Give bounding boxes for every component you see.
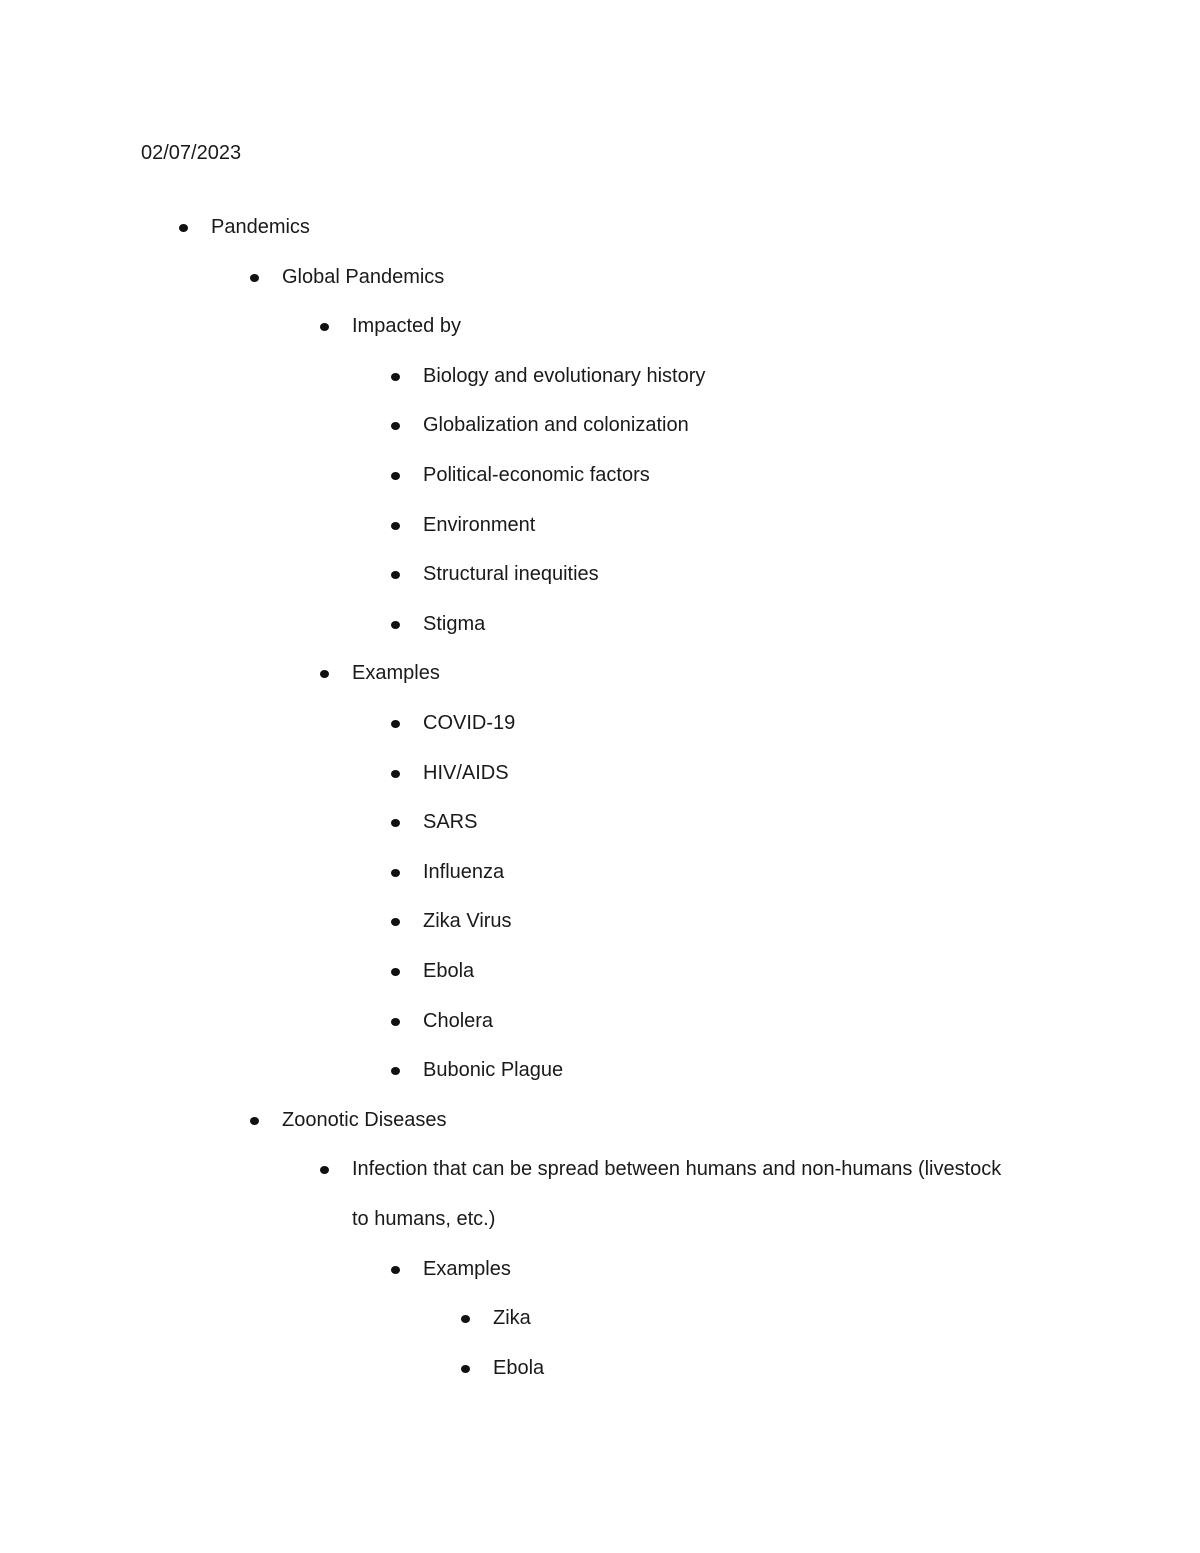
bullet-icon [320,323,329,331]
outline-item: Zoonotic Diseases [282,1108,447,1131]
outline-item: Pandemics [211,216,310,238]
outline-item: Zika Virus [423,910,512,933]
outline-item: SARS [423,811,478,834]
outline-item: Biology and evolutionary history [423,364,706,387]
outline-item: Examples [423,1257,511,1280]
bullet-icon [391,373,400,381]
outline-item: Ebola [423,960,475,982]
outline-item: Infection that can be spread between humans and non-humans (livestock [352,1158,1002,1181]
bullet-icon [179,224,188,232]
outline-item: Global Pandemics [282,265,445,288]
bullet-icon [250,274,259,282]
bullet-icon [391,968,400,976]
bullet-icon [250,1117,259,1125]
bullet-icon [320,670,329,678]
bullet-icon [391,1018,400,1026]
outline-item: Structural inequities [423,563,599,586]
outline-item: Influenza [423,860,505,883]
bullet-icon [391,770,400,778]
outline-item: Bubonic Plague [423,1059,564,1082]
outline-item: Globalization and colonization [423,414,689,437]
bullet-icon [391,720,400,728]
document-date: 02/07/2023 [141,142,242,164]
bullet-icon [391,1266,400,1274]
outline-item-continuation: to humans, etc.) [352,1208,496,1230]
outline-item: Ebola [493,1356,545,1379]
outline-item: Impacted by [352,315,461,338]
bullet-icon [391,571,400,579]
outline-item: Cholera [423,1009,494,1032]
bullet-icon [391,472,400,480]
bullet-icon [320,1166,329,1174]
outline-item: Zika [493,1307,531,1330]
outline-item: Examples [352,662,440,685]
bullet-icon [391,422,400,430]
bullet-icon [391,621,400,629]
outline-item: Political-economic factors [423,464,650,486]
outline-item: HIV/AIDS [423,761,509,784]
bullet-icon [391,869,400,877]
outline-item: Environment [423,513,536,536]
bullet-icon [391,1067,400,1075]
bullet-icon [461,1365,470,1373]
outline-item: Stigma [423,612,486,635]
bullet-icon [391,918,400,926]
bullet-icon [461,1315,470,1323]
outline-item: COVID-19 [423,712,516,734]
bullet-icon [391,819,400,827]
bullet-icon [391,522,400,530]
